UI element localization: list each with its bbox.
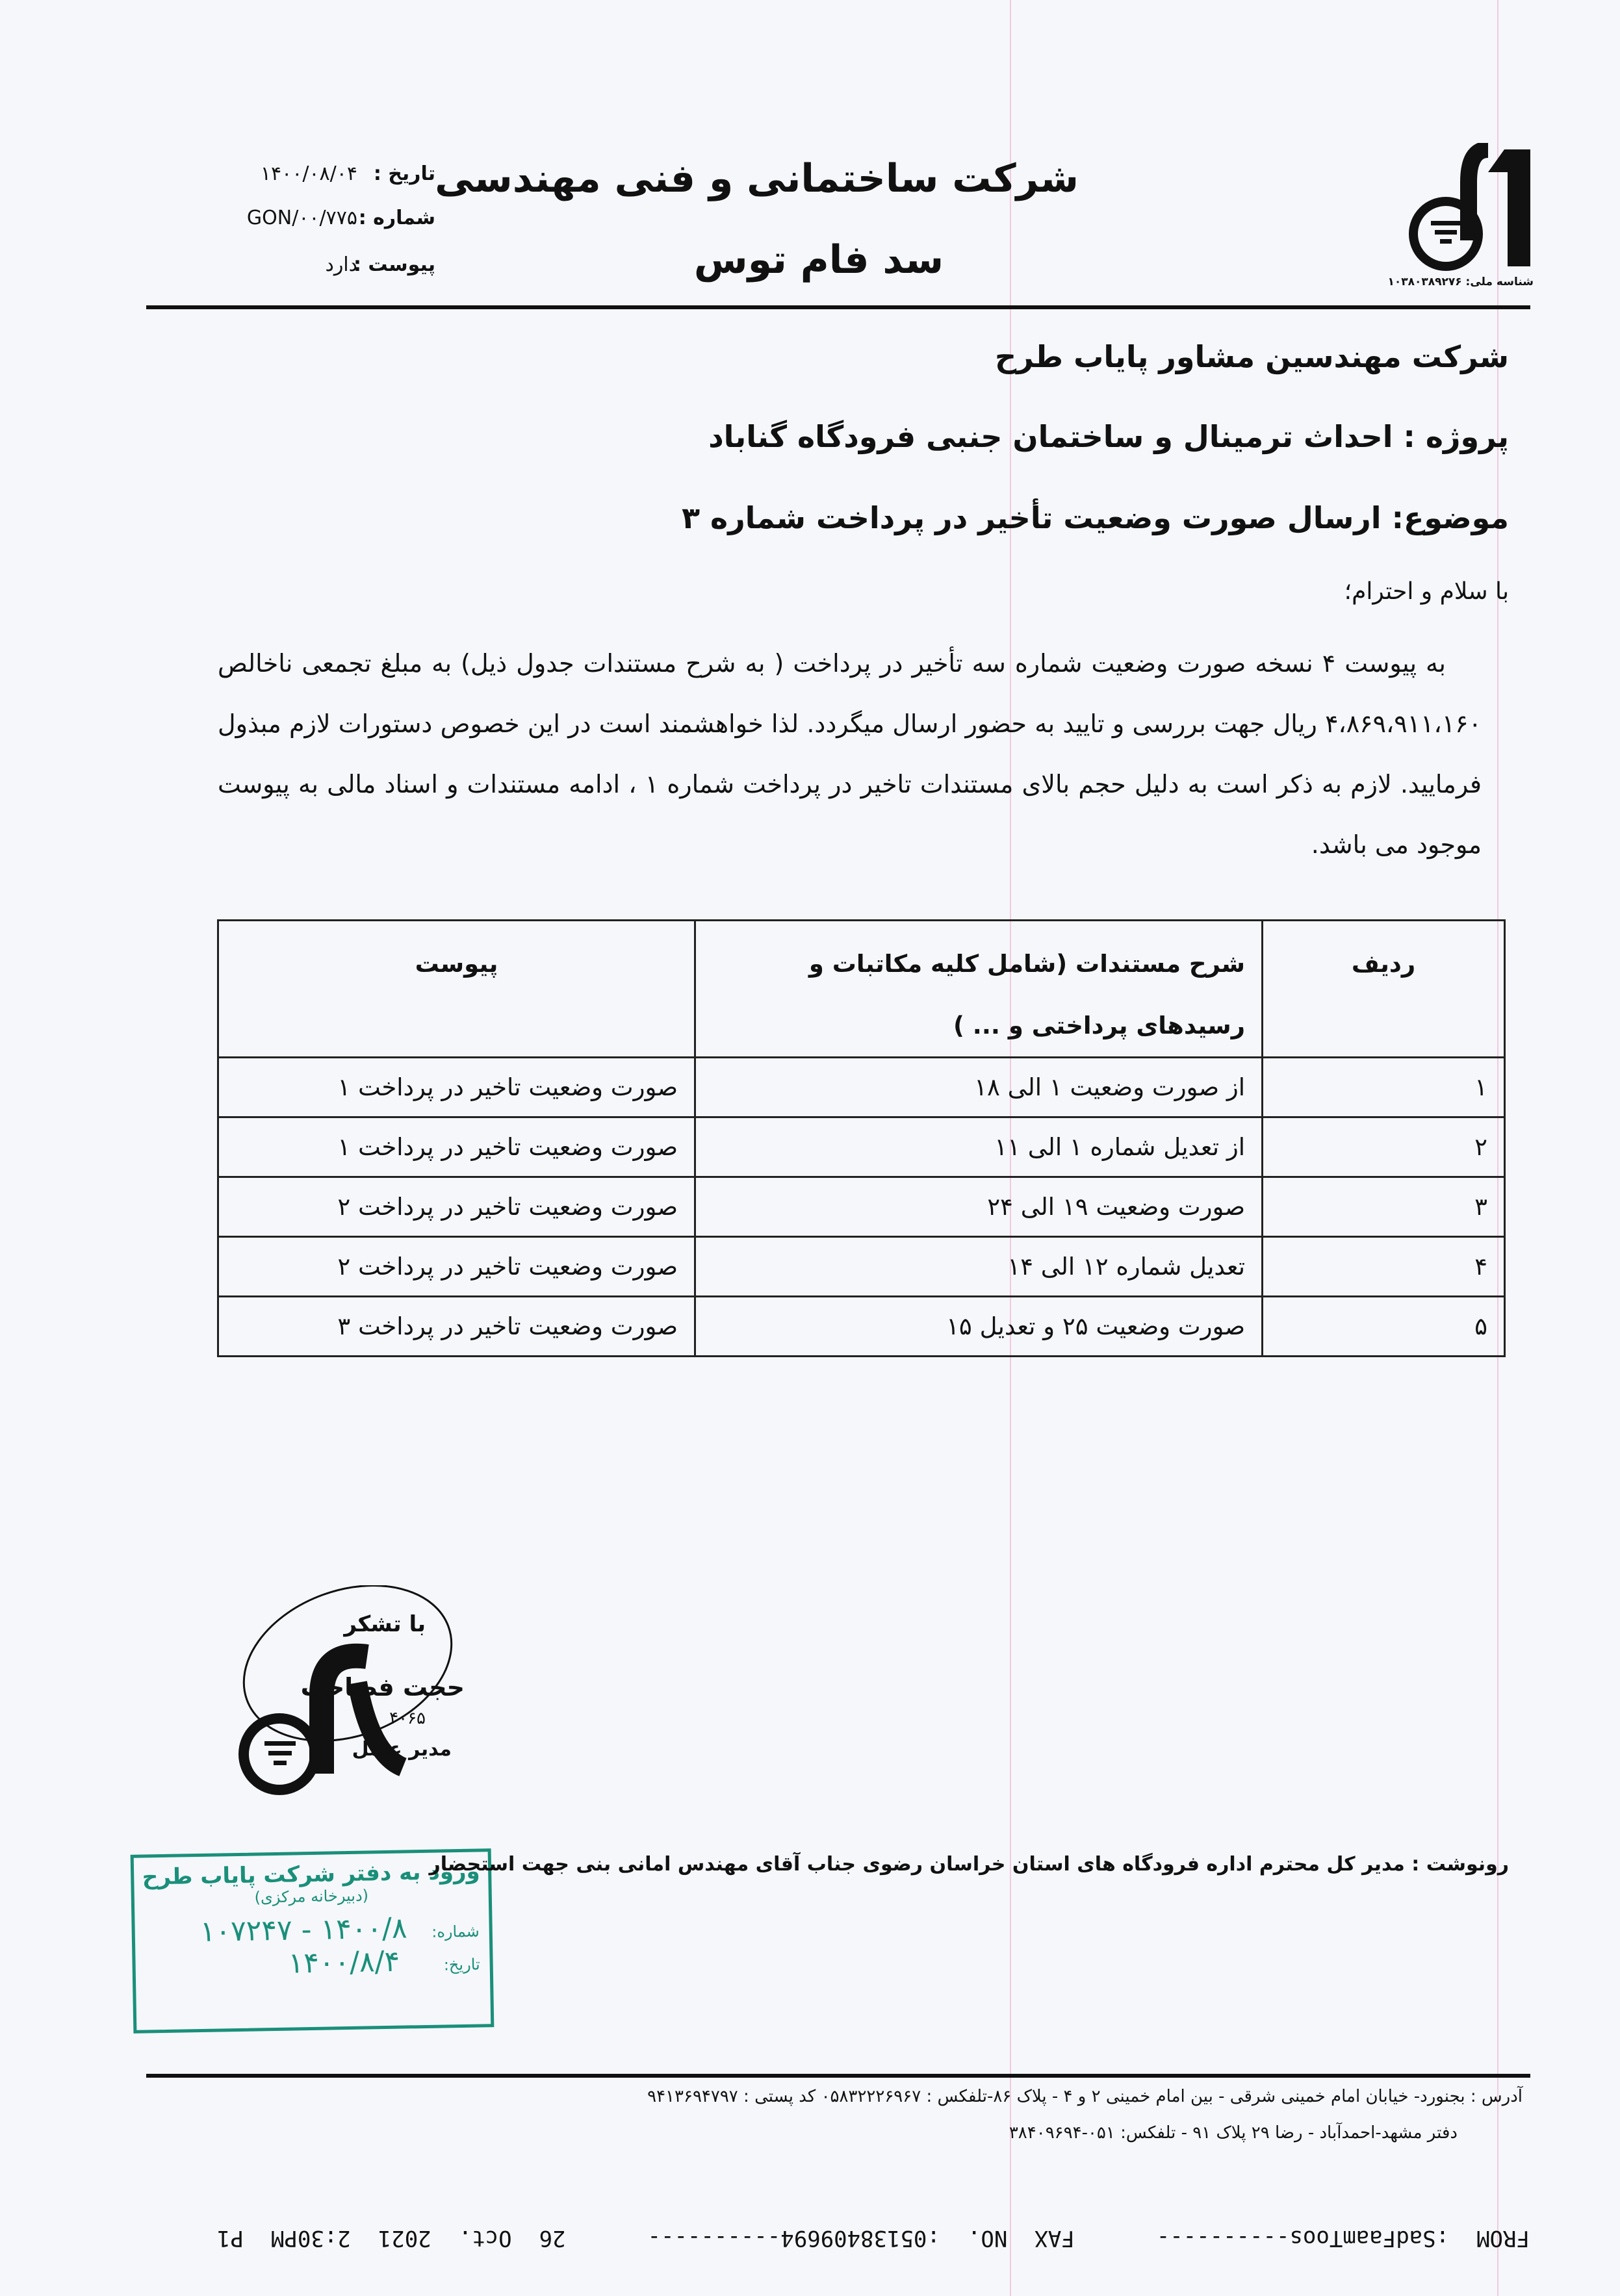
- cell-attachment: صورت وضعیت تاخیر در پرداخت ۱: [218, 1058, 695, 1117]
- stamp-subtitle: (دبیرخانه مرکزی): [254, 1886, 369, 1907]
- cell-row-number: ۲: [1263, 1117, 1505, 1177]
- signature-stamp: [218, 1585, 465, 1826]
- column-header-attachment: پیوست: [218, 921, 695, 1058]
- documents-table: [217, 919, 1506, 1357]
- body-paragraph: به پیوست ۴ نسخه صورت وضعیت شماره سه تأخیر در پرداخت ( به شرح مستندات جدول ذیل) به مبلغ تجمعی ناخالص ۴،۸۶۹،۹۱۱،۱۶۰ ریال جهت بررسی و تایید به حضور ارسال میگردد. لذا خواهشمند است در این خصوص دستورات لازم مبذول فرمایید. لازم به ذکر است به دلیل حجم بالای مستندات تاخیر در پرداخت شماره ۱ ، ادامه مستندات و اسناد مالی به پیوست موجود می باشد.: [218, 649, 1482, 859]
- signer-code: ۴۰۶۵: [389, 1709, 426, 1728]
- fax-transmission-header: FROM :SadFaamToos---------- FAX NO. :05138409694---------- 26 Oct. 2021 2:30PM P1: [217, 2225, 1530, 2251]
- table-row: [218, 1058, 1505, 1117]
- greeting: با سلام و احترام؛: [1344, 578, 1509, 605]
- cell-row-number: ۱: [1263, 1058, 1505, 1117]
- cell-description: از تعدیل شماره ۱ الی ۱۱: [695, 1117, 1263, 1177]
- date-value: ۱۴۰۰/۰۸/۰۴: [260, 162, 357, 185]
- stamp-date-label: تاریخ:: [443, 1955, 480, 1974]
- cell-attachment: صورت وضعیت تاخیر در پرداخت ۲: [218, 1237, 695, 1297]
- table-row: [218, 1297, 1505, 1357]
- cc-line: رونوشت : مدیر کل محترم اداره فرودگاه های استان خراسان رضوی جناب آقای مهندس امانی بنی جهت استحضار: [429, 1853, 1509, 1876]
- stamp-date-value: ۱۴۰۰/۸/۴: [288, 1945, 400, 1980]
- footer-address: آدرس : بجنورد- خیابان امام خمینی شرقی - بین امام خمینی ۲ و ۴ - پلاک ۸۶-تلفکس : ۰۵۸۳۲۲۲۶۹۶۷ کد پستی : ۹۴۱۳۶۹۴۷۹۷: [647, 2087, 1523, 2106]
- cell-attachment: صورت وضعیت تاخیر در پرداخت ۱: [218, 1117, 695, 1177]
- column-header-row-number: ردیف: [1263, 921, 1505, 1058]
- closing: با تشکر: [344, 1611, 426, 1637]
- signer-name: حجت فصاحت: [300, 1673, 465, 1702]
- cell-description: صورت وضعیت ۲۵ و تعدیل ۱۵: [695, 1297, 1263, 1357]
- signer-title: مدیر عامل: [352, 1738, 452, 1761]
- receipt-stamp: [131, 1848, 495, 2034]
- cell-row-number: ۵: [1263, 1297, 1505, 1357]
- table-row: [218, 1117, 1505, 1177]
- footer-mashhad-office: دفتر مشهد-احمدآباد - رضا ۲۹ پلاک ۹۱ - تلفکس: ۰۵۱-۳۸۴۰۹۶۹۴: [1009, 2123, 1458, 2143]
- company-logo: [1387, 143, 1534, 292]
- table-header-row: [218, 921, 1505, 1058]
- date-label: تاریخ :: [373, 162, 435, 185]
- recipient: شرکت مهندسین مشاور پایاب طرح: [994, 339, 1509, 374]
- cell-row-number: ۳: [1263, 1177, 1505, 1237]
- cell-row-number: ۴: [1263, 1237, 1505, 1297]
- stamp-number-value: ۱۴۰۰/۸ - ۱۰۷۲۴۷: [199, 1911, 407, 1949]
- cell-attachment: صورت وضعیت تاخیر در پرداخت ۲: [218, 1177, 695, 1237]
- number-value: GON/۰۰/۷۷۵: [246, 207, 357, 229]
- attachment-label: پیوست :: [353, 253, 435, 276]
- cell-description: صورت وضعیت ۱۹ الی ۲۴: [695, 1177, 1263, 1237]
- logo-caption: شناسه ملی: ۱۰۳۸۰۳۸۹۲۷۶: [1387, 275, 1534, 288]
- company-name-line2: سد فام توس: [693, 237, 944, 283]
- table-row: [218, 1237, 1505, 1297]
- stamp-title: ورود به دفتر شرکت پایاب طرح: [142, 1858, 480, 1891]
- cell-description: از صورت وضعیت ۱ الی ۱۸: [695, 1058, 1263, 1117]
- footer-divider: [146, 2074, 1530, 2078]
- table-row: [218, 1177, 1505, 1237]
- letter-meta: [182, 162, 435, 292]
- number-label: شماره :: [358, 207, 435, 229]
- cell-description: تعدیل شماره ۱۲ الی ۱۴: [695, 1237, 1263, 1297]
- cell-attachment: صورت وضعیت تاخیر در پرداخت ۳: [218, 1297, 695, 1357]
- attachment-value: دارد: [325, 253, 357, 276]
- column-header-description: شرح مستندات (شامل کلیه مکاتبات و رسیدهای پرداختی و ... ): [695, 921, 1263, 1058]
- stamp-number-label: شماره:: [431, 1922, 480, 1941]
- company-name: شرکت ساختمانی و فنی مهندسی: [435, 156, 1079, 201]
- project-line: پروژه : احداث ترمینال و ساختمان جنبی فرودگاه گناباد: [708, 419, 1509, 454]
- header-divider: [146, 305, 1530, 309]
- subject-line: موضوع: ارسال صورت وضعیت تأخیر در پرداخت شماره ۳: [681, 500, 1509, 535]
